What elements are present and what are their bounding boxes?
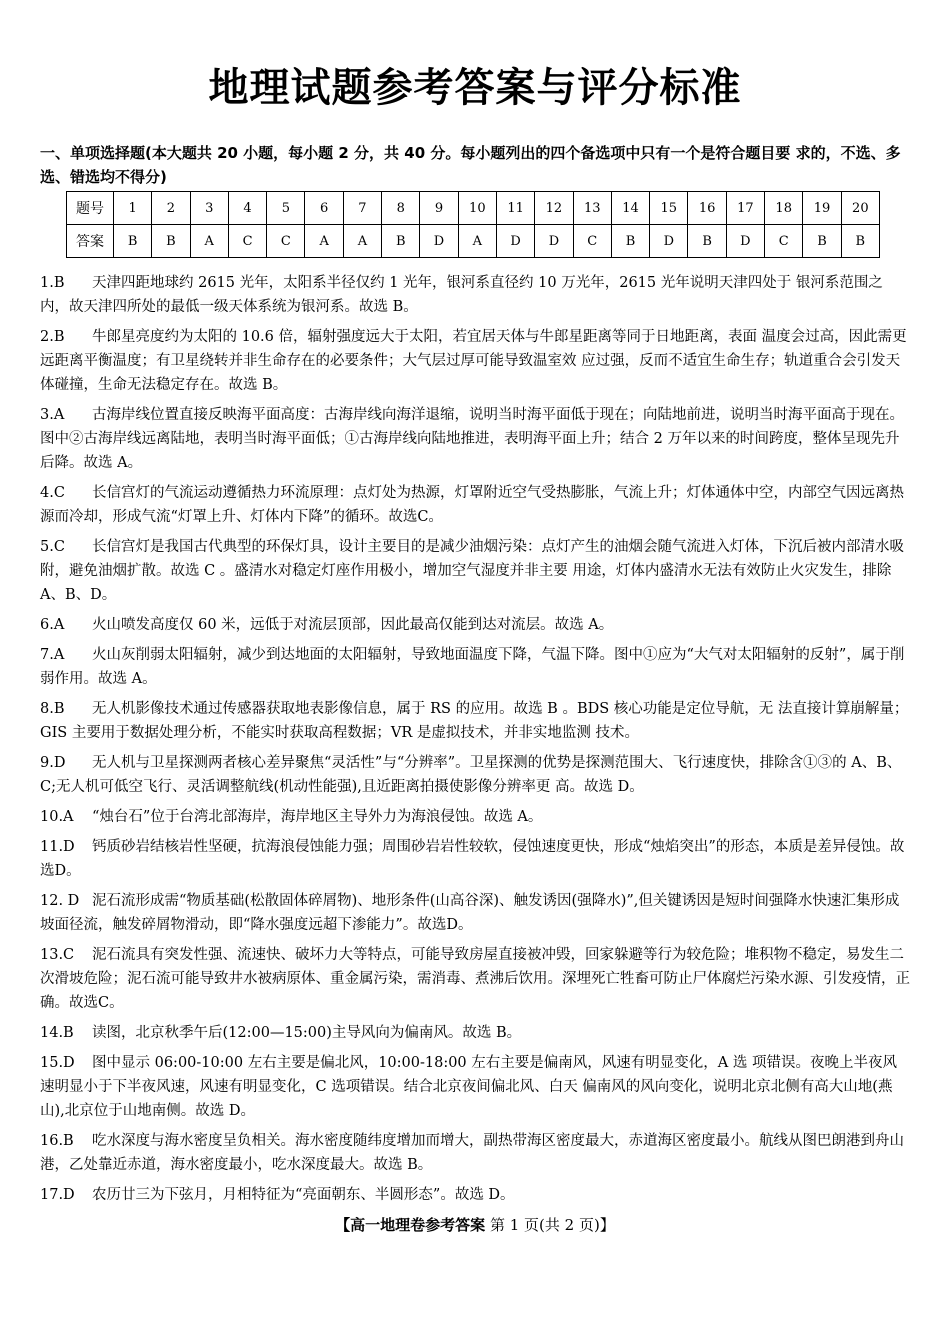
question-number-cell: 11 xyxy=(496,192,534,225)
explanation-number: 12. D xyxy=(40,893,80,909)
explanation-item xyxy=(40,1129,910,1177)
explanation-text: 牛郎星亮度约为太阳的 10.6 倍，辐射强度远大于太阳，若宜居天体与牛郎星距离等同于日地距离，表面 温度会过高，因此需更远距离平衡温度；有卫星绕转并非生命存在的必要条件；大气层过厚可能导致温室效 应过强，反而不适宜生命生存；轨道重合会引发天体碰撞，生命无法稳定存在。故选 B。 xyxy=(40,329,907,393)
explanation-text: 火山喷发高度仅 60 米，远低于对流层顶部，因此最高仅能到达对流层。故选 A。 xyxy=(92,617,614,633)
explanation-number: 16.B xyxy=(40,1133,74,1149)
question-number-cell: 18 xyxy=(765,192,803,225)
explanation-item xyxy=(40,1021,910,1045)
answer-cell: D xyxy=(726,225,764,258)
footer-label: 【高一地理卷参考答案 xyxy=(335,1216,486,1234)
explanation-item xyxy=(40,271,910,319)
answer-cell: B xyxy=(841,225,879,258)
question-number-cell: 19 xyxy=(803,192,841,225)
explanation-text: 无人机影像技术通过传感器获取地表影像信息，属于 RS 的应用。故选 B 。BDS 核心功能是定位导航，无 法直接计算崩解量；GIS 主要用于数据处理分析，不能实时获取高程数据；VR 是虚拟技术，并非实地监测 技术。 xyxy=(40,701,909,741)
explanation-number: 4.C xyxy=(40,485,65,501)
explanation-text: 农历廿三为下弦月，月相特征为“亮面朝东、半圆形态”。故选 D。 xyxy=(92,1187,515,1203)
explanation-item xyxy=(40,751,910,799)
question-number-cell: 7 xyxy=(343,192,381,225)
explanation-number: 10.A xyxy=(40,809,74,825)
answer-cell: A xyxy=(305,225,343,258)
question-number-cell: 10 xyxy=(458,192,496,225)
answer-cell: D xyxy=(496,225,534,258)
question-number-cell: 5 xyxy=(267,192,305,225)
question-number-cell: 12 xyxy=(535,192,573,225)
explanation-number: 6.A xyxy=(40,617,65,633)
explanation-item xyxy=(40,325,910,397)
page-title: 地理试题参考答案与评分标准 xyxy=(208,65,742,111)
explanation-number: 15.D xyxy=(40,1055,75,1071)
answer-cell: C xyxy=(765,225,803,258)
answer-cell: D xyxy=(535,225,573,258)
answer-cell: C xyxy=(573,225,611,258)
explanation-text: 泥石流具有突发性强、流速快、破坏力大等特点，可能导致房屋直接被冲毁，回家躲避等行为较危险；堆积物不稳定，易发生二次滑坡危险；泥石流可能导致井水被病原体、重金属污染，需消毒、煮沸后饮用。深埋死亡牲畜可防止尸体腐烂污染水源、引发疫情，正确。故选C。 xyxy=(40,947,910,1011)
explanation-number: 5.C xyxy=(40,539,65,555)
page-footer xyxy=(0,1214,950,1235)
answer-cell: C xyxy=(267,225,305,258)
explanation-text: 天津四距地球约 2615 光年，太阳系半径仅约 1 光年，银河系直径约 10 万光年，2615 光年说明天津四处于 银河系范围之内，故天津四所处的最低一级天体系统为银河系。故选 B。 xyxy=(40,275,883,315)
explanation-number: 8.B xyxy=(40,701,65,717)
explanation-number: 17.D xyxy=(40,1187,75,1203)
question-number-cell: 6 xyxy=(305,192,343,225)
answer-cell: A xyxy=(458,225,496,258)
explanation-number: 2.B xyxy=(40,329,65,345)
explanation-text: 钙质砂岩结核岩性坚硬，抗海浪侵蚀能力强；周围砂岩岩性较软，侵蚀速度更快，形成“烛焰突出”的形态，本质是差异侵蚀。故选D。 xyxy=(40,839,905,879)
section-heading: 一、单项选择题(本大题共 20 小题，每小题 2 分，共 40 分。每小题列出的四个备选项中只有一个是符合题目要 求的，不选、多选、错选均不得分) xyxy=(40,144,901,186)
answer-table-number-row xyxy=(67,192,880,225)
question-number-cell: 17 xyxy=(726,192,764,225)
explanation-text: 吃水深度与海水密度呈负相关。海水密度随纬度增加而增大，副热带海区密度最大，赤道海区密度最小。航线从图巴朗港到舟山港，乙处靠近赤道，海水密度最小，吃水深度最大。故选 B。 xyxy=(40,1133,904,1173)
question-number-cell: 16 xyxy=(688,192,726,225)
explanation-text: 泥石流形成需“物质基础(松散固体碎屑物)、地形条件(山高谷深)、触发诱因(强降水)”,但关键诱因是短时间强降水快速汇集形成坡面径流，触发碎屑物滑动，即“降水强度远超下渗能力”。故选D。 xyxy=(40,893,900,933)
answer-cell: B xyxy=(114,225,152,258)
answer-cell: B xyxy=(152,225,190,258)
explanation-text: 长信宫灯的气流运动遵循热力环流原理：点灯处为热源，灯罩附近空气受热膨胀，气流上升；灯体通体中空，内部空气因远离热源而冷却，形成气流“灯罩上升、灯体内下降”的循环。故选C。 xyxy=(40,485,904,525)
answer-cell: C xyxy=(228,225,266,258)
question-number-cell: 1 xyxy=(114,192,152,225)
explanation-item xyxy=(40,643,910,691)
question-number-cell: 14 xyxy=(611,192,649,225)
explanation-item xyxy=(40,613,910,637)
explanation-item xyxy=(40,805,910,829)
question-number-cell: 9 xyxy=(420,192,458,225)
explanation-item xyxy=(40,403,910,475)
explanation-text: 图中显示 06:00-10:00 左右主要是偏北风，10:00-18:00 左右主要是偏南风，风速有明显变化，A 选 项错误。夜晚上半夜风速明显小于下半夜风速，风速有明显变化，C 选项错误。结合北京夜间偏北风、白天 偏南风的风向变化，说明北京北侧有高大山地(燕山),北京位于山地南侧。故选 D。 xyxy=(40,1055,897,1119)
answer-cell: B xyxy=(382,225,420,258)
explanation-item xyxy=(40,535,910,607)
explanation-item xyxy=(40,481,910,529)
footer-page-number: 第 1 页(共 2 页)】 xyxy=(489,1216,615,1234)
explanation-item xyxy=(40,697,910,745)
answer-cell: B xyxy=(803,225,841,258)
explanation-text: 火山灰削弱太阳辐射，减少到达地面的太阳辐射，导致地面温度下降，气温下降。图中①应为“大气对太阳辐射的反射”，属于削弱作用。故选 A。 xyxy=(40,647,905,687)
question-number-cell: 13 xyxy=(573,192,611,225)
answer-cell: D xyxy=(650,225,688,258)
question-number-cell: 15 xyxy=(650,192,688,225)
explanation-item xyxy=(40,889,910,937)
explanation-text: 读图，北京秋季午后(12:00—15:00)主导风向为偏南风。故选 B。 xyxy=(92,1025,522,1041)
answer-table-answer-row xyxy=(67,225,880,258)
explanation-item xyxy=(40,943,910,1015)
explanation-number: 14.B xyxy=(40,1025,74,1041)
explanation-list xyxy=(40,271,910,1213)
answer-table xyxy=(66,191,880,258)
explanation-number: 13.C xyxy=(40,947,75,963)
explanation-number: 7.A xyxy=(40,647,65,663)
question-number-cell: 8 xyxy=(382,192,420,225)
explanation-text: 长信宫灯是我国古代典型的环保灯具，设计主要目的是减少油烟污染：点灯产生的油烟会随气流进入灯体，下沉后被内部清水吸附，避免油烟扩散。故选 C 。盛清水对稳定灯座作用极小，增加空气湿度并非主要 用途，灯体内盛清水无法有效防止火灾发生，排除 A、B、D。 xyxy=(40,539,904,603)
answer-cell: B xyxy=(688,225,726,258)
answer-cell: B xyxy=(611,225,649,258)
explanation-item xyxy=(40,1183,910,1207)
question-number-cell: 4 xyxy=(228,192,266,225)
explanation-number: 9.D xyxy=(40,755,66,771)
explanation-number: 1.B xyxy=(40,275,65,291)
explanation-text: 无人机与卫星探测两者核心差异聚焦“灵活性”与“分辨率”。卫星探测的优势是探测范围大、飞行速度快，排除含①③的 A、B、C;无人机可低空飞行、灵活调整航线(机动性能强),且近距离拍摄使影像分辨率更 高。故选 D。 xyxy=(40,755,902,795)
question-number-cell: 20 xyxy=(841,192,879,225)
question-number-cell: 2 xyxy=(152,192,190,225)
explanation-item xyxy=(40,835,910,883)
answer-cell: A xyxy=(343,225,381,258)
row-label-answers: 答案 xyxy=(67,225,114,258)
explanation-number: 3.A xyxy=(40,407,65,423)
question-number-cell: 3 xyxy=(190,192,228,225)
explanation-item xyxy=(40,1051,910,1123)
answer-cell: A xyxy=(190,225,228,258)
explanation-text: 古海岸线位置直接反映海平面高度：古海岸线向海洋退缩，说明当时海平面低于现在；向陆地前进，说明当时海平面高于现在。图中②古海岸线远离陆地，表明当时海平面低；①古海岸线向陆地推进，表明海平面上升；结合 2 万年以来的时间跨度，整体呈现先升后降。故选 A。 xyxy=(40,407,904,471)
explanation-text: “烛台石”位于台湾北部海岸，海岸地区主导外力为海浪侵蚀。故选 A。 xyxy=(92,809,543,825)
explanation-number: 11.D xyxy=(40,839,75,855)
answer-cell: D xyxy=(420,225,458,258)
row-label-numbers: 题号 xyxy=(67,192,114,225)
